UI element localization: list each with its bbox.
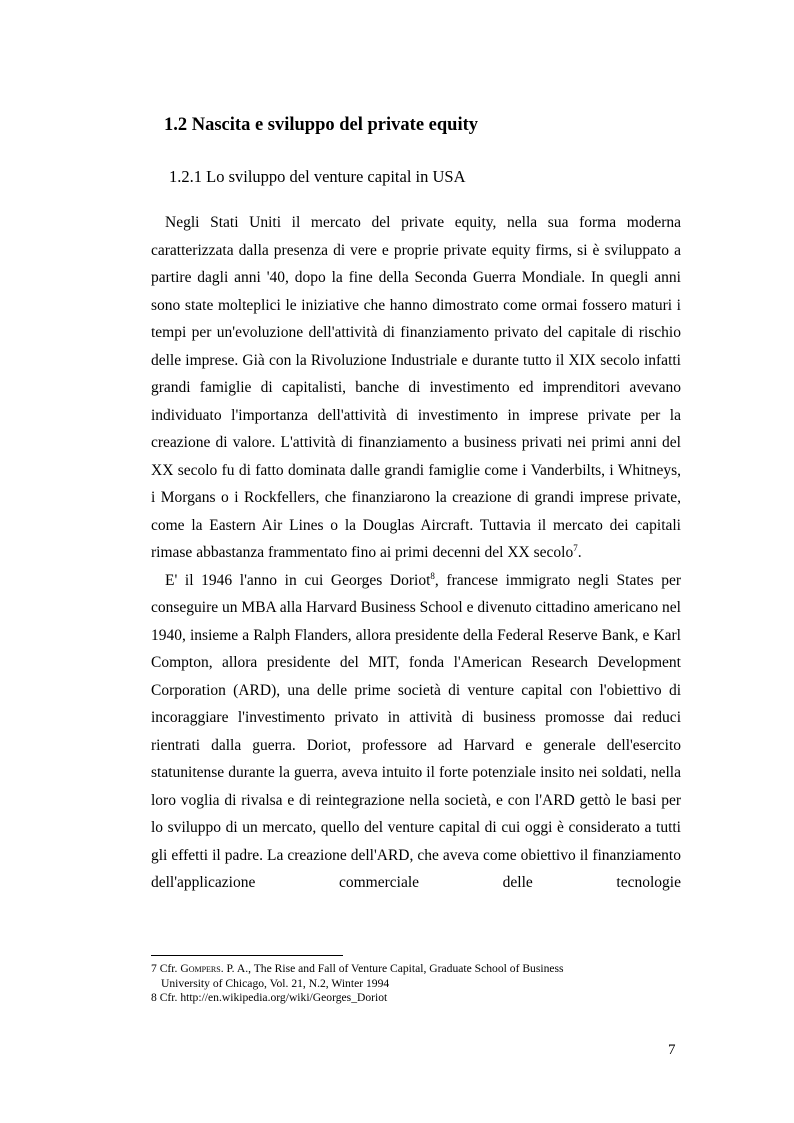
footnote-8-number: 8	[151, 991, 157, 1004]
footnote-7-author: Gompers	[180, 962, 221, 975]
paragraph-2-text: , francese immigrato negli States per conseguire un MBA alla Harvard Business School e divenuto cittadino americano nel 1940, insieme a Ralph Flanders, allora presidente della Federal Reserve Bank, e Karl Compton, allora presidente del MIT, fonda l'American Research Development Corporation (ARD), una delle prime società di venture capital con l'obiettivo di incoraggiare l'investimento privato in attività di business promosse dai reduci rientrati dalla guerra. Doriot, professore ad Harvard e generale dell'esercito statunitense durante la guerra, aveva intuito il forte potenziale insito nei soldati, nella loro voglia di rivalsa e di reintegrazione nella società, e con l'ARD gettò le basi per lo sviluppo di un mercato, quello del venture capital di cui oggi è considerato a tutti gli effetti il padre. La creazione dell'ARD, che aveva come obiettivo il finanziamento dell'applicazione commerciale delle tecnologie	[151, 571, 681, 891]
footnote-ref-8[interactable]: 8	[430, 570, 435, 581]
footnote-7-prefix: Cfr.	[159, 962, 181, 975]
page-number: 7	[668, 1042, 676, 1058]
footnote-7	[151, 962, 681, 991]
paragraph-1	[151, 209, 681, 567]
footnote-7-citation-cont: University of Chicago, Vol. 21, N.2, Winter 1994	[161, 976, 390, 990]
body-text	[151, 209, 681, 897]
paragraph-1-end: .	[577, 544, 582, 561]
paragraph-2	[151, 567, 681, 897]
paragraph-1-text: Negli Stati Uniti il mercato del private equity, nella sua forma moderna caratterizzata dalla presenza di vere e proprie private equity firms, si è sviluppato a partire dagli anni '40, dopo la fine della Seconda Guerra Mondiale. In quegli anni sono state molteplici le iniziative che hanno dimostrato come ormai fossero maturi i tempi per un'evoluzione dell'attività di finanziamento privato del capitale di rischio delle imprese. Già con la Rivoluzione Industriale e durante tutto il XIX secolo infatti grandi famiglie di capitalisti, banche di investimento ed imprenditori avevano individuato l'importanza dell'attività di investimento in imprese private per la creazione di valore. L'attività di finanziamento a business privati nei primi anni del XX secolo fu di fatto dominata dalle grandi famiglie come i Vanderbilts, i Whitneys, i Morgans o i Rockfellers, che finanziarono la creazione di grandi imprese private, come la Eastern Air Lines o la Douglas Aircraft. Tuttavia il mercato dei capitali rimase abbastanza frammentato fino ai primi decenni del XX secolo	[151, 214, 681, 561]
footnote-7-number: 7	[151, 962, 157, 975]
footnote-7-citation: . P. A., The Rise and Fall of Venture Capital, Graduate School of Business	[220, 962, 564, 975]
footnotes	[151, 962, 681, 1006]
footnote-8	[151, 991, 681, 1006]
footnote-divider	[151, 955, 343, 956]
footnote-8-link[interactable]: Cfr. http://en.wikipedia.org/wiki/Georges_Doriot	[159, 991, 388, 1004]
paragraph-2-start: E' il 1946 l'anno in cui Georges Doriot	[165, 571, 431, 589]
footnote-ref-7[interactable]: 7	[573, 543, 578, 553]
section-heading: 1.2 Nascita e sviluppo del private equity	[164, 115, 478, 135]
subsection-heading: 1.2.1 Lo sviluppo del venture capital in USA	[169, 167, 466, 186]
